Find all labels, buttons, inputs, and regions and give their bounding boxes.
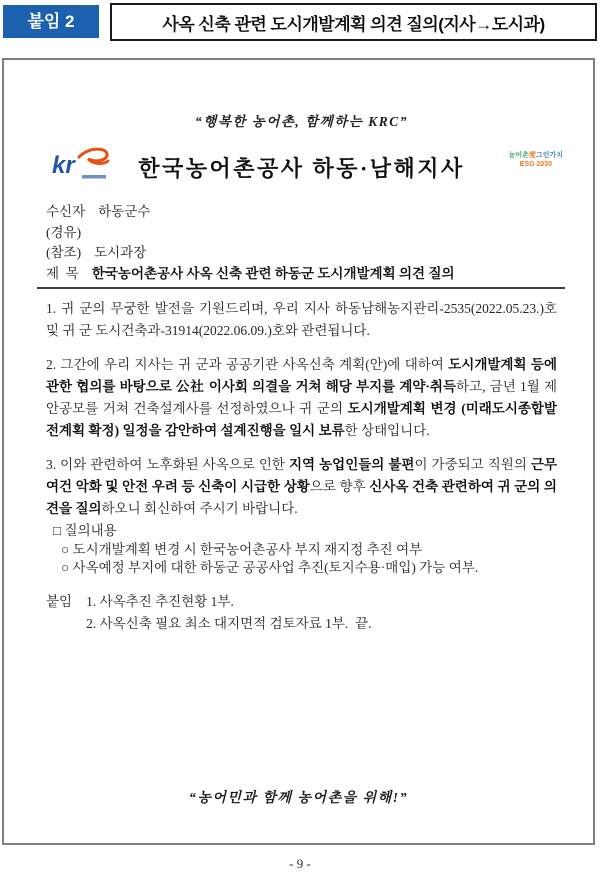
attachments-list <box>86 591 371 635</box>
page-number: - 9 - <box>289 856 311 871</box>
recipient-block <box>46 202 557 284</box>
inquiry-heading: □ 질의내용 <box>53 523 117 538</box>
krc-logo-subtext-bar <box>82 175 106 179</box>
top-slogan: “행복한 농어촌, 함께하는 KRC” <box>195 114 408 129</box>
document-letter <box>2 58 595 845</box>
krc-logo-swoosh <box>79 149 108 163</box>
body-paragraph-3: 3. 이와 관련하여 노후화된 사옥으로 인한 지역 농업인들의 불편이 가중되고 직원의 근무여건 악화 및 안전 우려 등 신축이 시급한 상황으로 향후 신사옥 건축 관련하여 귀 군의 의견을 질의하오니 회신하여 주시기 바랍니다. <box>46 457 558 516</box>
recipient-to-value: 하동군수 <box>98 204 151 219</box>
esg-logo-line1: 농어촌愛그린가치 <box>508 152 563 159</box>
bottom-slogan: “농어민과 함께 농어촌을 위해!” <box>188 791 409 806</box>
subject-underline <box>37 287 565 289</box>
org-title: 한국농어촌공사 하동·남해지사 <box>138 155 465 181</box>
attachment-title: 사옥 신축 관련 도시개발계획 의견 질의(지사→도시과) <box>162 14 545 34</box>
attachment-item-2: 2. 사옥신축 필요 최소 대지면적 검토자료 1부. 끝. <box>86 615 372 631</box>
attachment-badge: 붙임 2 <box>3 5 99 38</box>
recipient-via-label: (경유) <box>46 224 82 240</box>
attachment-item-1: 1. 사옥추진 추진현황 1부. <box>86 593 234 609</box>
body-paragraph-2: 2. 그간에 우리 지사는 귀 군과 공공기관 사옥신축 계획(안)에 대하여 도시개발계획 등에 관한 협의를 바탕으로 公社 이사회 의결을 거쳐 해당 부지를 계약·취득하고, 금년 1월 제안공모를 거쳐 건축설계사를 선정하였으나 귀 군의 도시개발계획 변경 (미래도시종합발전계획 확정) 일정을 감안하여 설계진행을 일시 보류한 상태입니다. <box>46 357 558 438</box>
org-header-row <box>46 143 563 191</box>
recipient-cc-label: (참조) <box>46 245 82 260</box>
recipient-to-label: 수신자 <box>46 204 86 219</box>
recipient-cc-line <box>46 243 557 264</box>
subject-label: 제 목 <box>46 265 79 281</box>
esg-2030-logo <box>509 149 563 169</box>
inquiry-section <box>46 522 557 578</box>
attachments-section <box>46 591 557 635</box>
krc-logo-icon <box>52 145 110 192</box>
recipient-to-line <box>46 202 557 223</box>
subject-line <box>46 264 557 285</box>
recipient-cc-value: 도시과장 <box>94 245 147 260</box>
recipient-via-line <box>46 223 557 244</box>
body-paragraph-1: 1. 귀 군의 무궁한 발전을 기원드리며, 우리 지사 하동남해농지관리-2535(2022.05.23.)호 및 귀 군 도시건축과-31914(2022.06.09.)호와 관련됩니다. <box>46 301 557 338</box>
krc-logo-letters: kr <box>52 152 75 179</box>
esg-logo-line2: ESG 2030 <box>519 161 552 168</box>
subject-value: 한국농어촌공사 사옥 신축 관련 하동군 도시개발계획 의견 질의 <box>91 265 455 281</box>
inquiry-item-1: ○ 도시개발계획 변경 시 한국농어촌공사 부지 재지정 추진 여부 <box>61 541 423 557</box>
inquiry-item-2: ○ 사옥예정 부지에 대한 하동군 공공사업 추진(토지수용·매입) 가능 여부. <box>61 560 479 575</box>
attachments-label: 붙임 <box>46 593 73 609</box>
attachment-title-box <box>110 3 597 41</box>
